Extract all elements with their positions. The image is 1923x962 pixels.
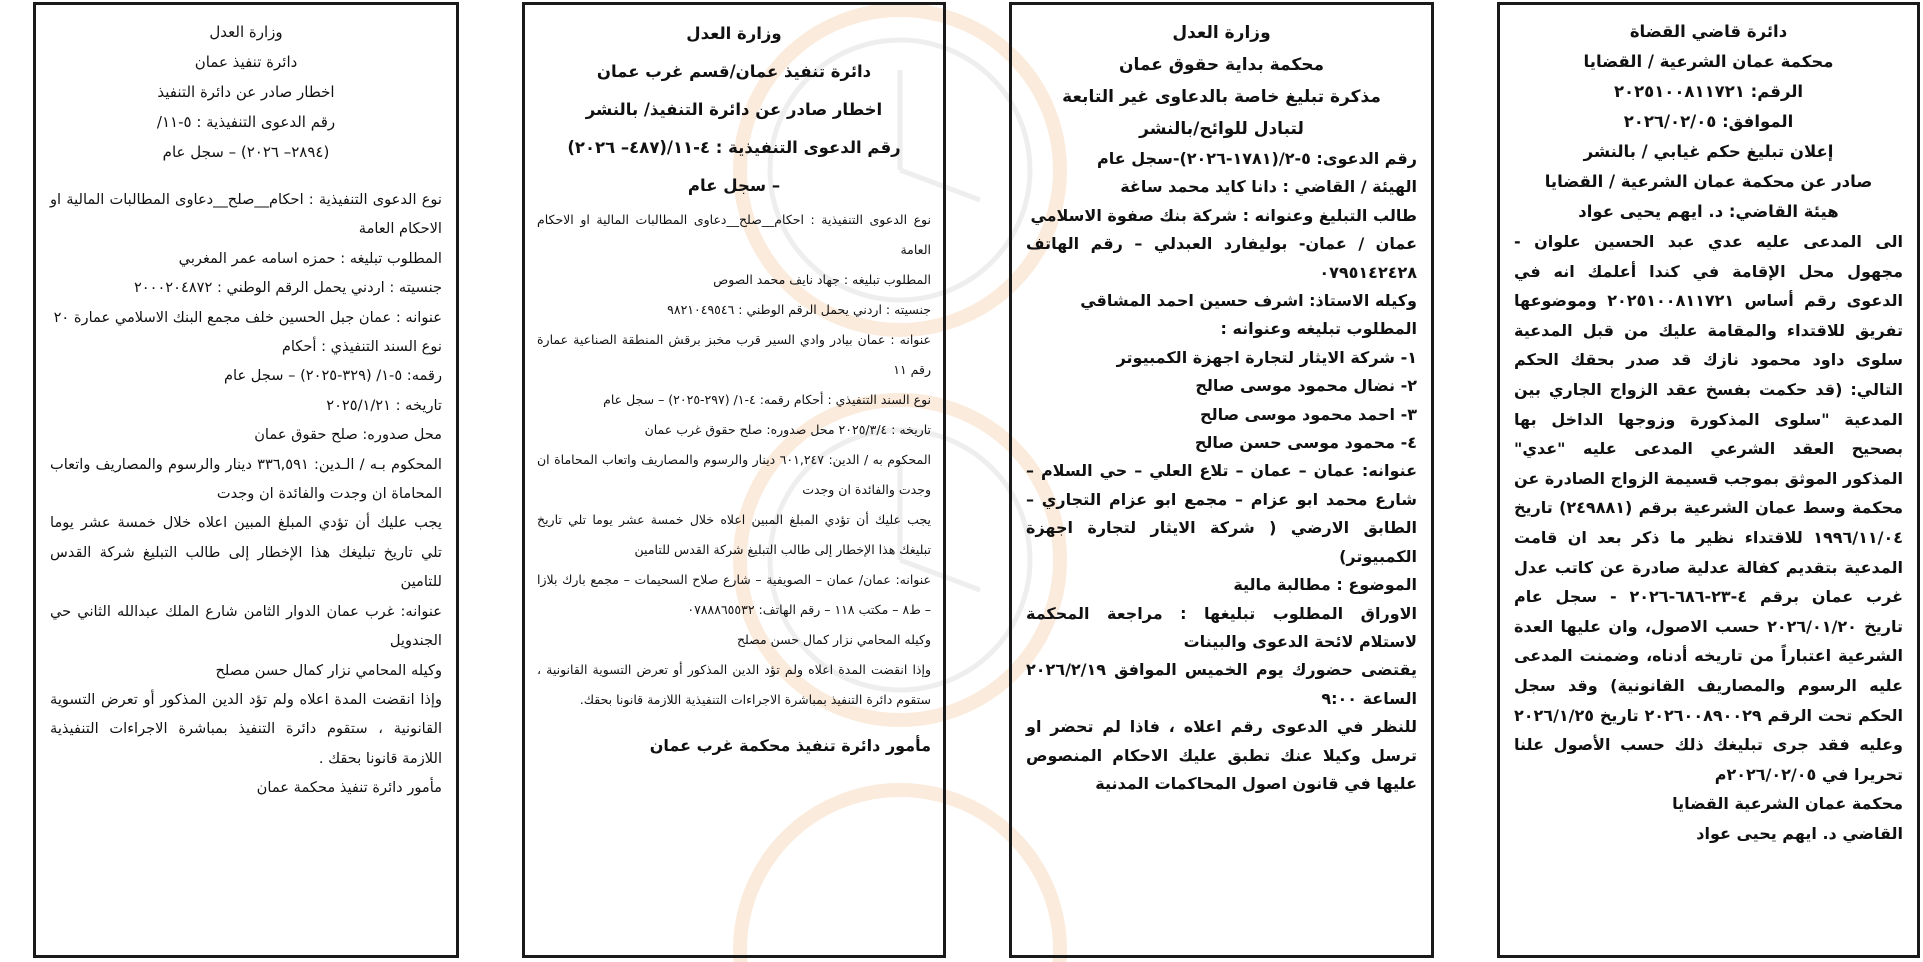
- notice-footer-line: محكمة عمان الشرعية القضايا: [1672, 794, 1903, 814]
- notice-line: جنسيته : اردني يحمل الرقم الوطني : ٢٠٠٠٢٠٤٨٧٢: [133, 279, 442, 297]
- notice-header-line: محكمة عمان الشرعية / القضايا: [1583, 52, 1834, 71]
- notice-line: المطلوب تبليغه : جهاد نايف محمد الصوص: [713, 272, 931, 287]
- notice-amman-execution: [33, 2, 459, 958]
- notice-line: ٤- محمود موسى حسن صالح: [1194, 433, 1417, 453]
- notice-header-line: الموافق: ٢٠٢٦/٠٢/٠٥: [1623, 112, 1794, 131]
- notice-line: وكيله المحامي نزار كمال حسن مصلح: [736, 632, 931, 647]
- notice-line: ٢- نضال محمود موسى صالح: [1195, 376, 1417, 396]
- notice-header-line: (٢٨٩٤– ٢٠٢٦) – سجل عام: [162, 143, 330, 161]
- notice-header-line: – سجل عام: [687, 176, 781, 195]
- notice-line: المطلوب تبليغه : حمزه اسامه عمر المغربي: [178, 249, 442, 267]
- notice-header-line: الرقم: ٢٠٢٥١٠٠٨١١٧٢١: [1613, 82, 1804, 101]
- notice-line: نوع السند التنفيذي : أحكام: [281, 338, 442, 356]
- notice-line: يجب عليك أن تؤدي المبلغ المبين اعلاه خلال خمسة عشر يوما تلي تاريخ تبليغك هذا الإخطار إلى طالب التبليغ شركة القدس للتامين: [537, 512, 931, 557]
- notice-line: طالب التبليغ وعنوانه : شركة بنك صفوة الاسلامي: [1030, 205, 1417, 225]
- notice-line: ١- شركة الايثار لتجارة اجهزة الكمبيوتر: [1116, 347, 1417, 367]
- notice-line: عنوانه: غرب عمان الدوار الثامن شارع الملك عبدالله الثاني حي الجندويل: [50, 602, 442, 650]
- notice-line: رقمه: ٥-١/ (٣٢٩-٢٠٢٥) – سجل عام: [223, 367, 442, 385]
- notice-line: عنوانه : عمان بيادر وادي السير قرب مخبز برقش المنطقة الصناعية عمارة رقم ١١: [537, 332, 931, 377]
- notice-sharia-court-judgment: [1497, 2, 1920, 958]
- notice-header-line: دائرة قاضي القضاة: [1629, 22, 1788, 41]
- notice-footer-line: القاضي د. ايهم يحيى عواد: [1696, 823, 1903, 843]
- notice-line: عنوانه: عمان – عمان – تلاع العلي – حي السلام – شارع محمد ابو عزام – مجمع ابو عزام التجاري – الطابق الارضي ( شركة الايثار لتجارة اجهزة الكمبيوتر): [1026, 461, 1417, 566]
- notice-header-line: مذكرة تبليغ خاصة بالدعاوى غير التابعة: [1062, 87, 1381, 107]
- notice-court-title: محكمة بداية حقوق عمان: [1118, 55, 1325, 75]
- notice-header-line: صادر عن محكمة عمان الشرعية / القضايا: [1544, 172, 1873, 191]
- notice-ministry-title: وزارة العدل: [686, 24, 782, 43]
- notice-line: وكيله المحامي نزار كمال حسن مصلح: [215, 661, 442, 679]
- notice-line: يقتضى حضورك يوم الخميس الموافق ٢٠٢٦/٢/١٩ الساعة ٩:٠٠: [1026, 660, 1417, 708]
- notice-line: يجب عليك أن تؤدي المبلغ المبين اعلاه خلال خمسة عشر يوما تلي تاريخ تبليغك هذا الإخطار إلى طالب التبليغ شركة القدس للتامين: [50, 514, 442, 591]
- notice-line: تاريخه : ٢٠٢٥/١/٢١: [326, 396, 442, 414]
- notice-line: ٣- احمد محمود موسى صالح: [1200, 404, 1417, 424]
- notice-header-line: إعلان تبليغ حكم غيابي / بالنشر: [1583, 142, 1834, 161]
- notice-line: الاوراق المطلوب تبليغها : مراجعة المحكمة لاستلام لائحة الدعوى والبينات: [1026, 603, 1417, 651]
- notice-line: جنسيته : اردني يحمل الرقم الوطني : ٩٨٢١٠٤٩٥٤٦: [667, 302, 931, 317]
- notice-line: الهيئة / القاضي : دانا كايد محمد ساغة: [1120, 177, 1417, 197]
- notice-line: نوع السند التنفيذي : أحكام رقمه: ٤-١/ (٢٩٧-٢٠٢٥) – سجل عام: [603, 392, 931, 407]
- notice-ministry-title: وزارة العدل: [1172, 23, 1271, 43]
- notice-header-line: اخطار صادر عن دائرة التنفيذ/ بالنشر: [585, 100, 883, 119]
- notice-header-line: وزارة العدل: [209, 23, 283, 41]
- notice-line: الموضوع : مطالبة مالية: [1233, 575, 1417, 595]
- notice-line: عنوانه: عمان/ عمان – الصويفية – شارع صلاح السحيمات – مجمع بارك بلازا – ط٨ – مكتب ١١٨ – رقم الهاتف: ٠٧٨٨٨٦٥٥٣٢: [537, 572, 931, 617]
- notice-body-text: الى المدعى عليه عدي عبد الحسين علوان - مجهول محل الإقامة في كندا أعلمك انه في الدعوى رقم أساس ٢٠٢٥١٠٠٨١١٧٢١ وموضوعها تفريق للاقتداء والمقامة عليك من قبل المدعية سلوى داود محمود نازك قد صدر بحقك الحكم التالي: (قد حكمت بفسخ عقد الزواج الجاري بين المدعية "سلوى المذكورة وزوجها الداخل بها بصحيح العقد الشرعي المدعى عليه "عدي" المذكور الموثق بموجب قسيمة الزواج الصادرة عن محكمة وسط عمان الشرعية برقم (٢٤٩٨٨١) تاريخ ١٩٩٦/١١/٠٤ للاقتداء نظير ما ذكر بعد ان قامت المدعية بتقديم كفالة عدلية صادرة عن كاتب عدل غرب عمان برقم ٤-٢٣-٦٨٦-٢٠٢٦ - سجل عام تاريخ ٢٠٢٦/٠١/٢٠ حسب الاصول، وان عليها العدة الشرعية اعتباراً من تاريخه أدناه، وضمنت المدعى عليه الرسوم والمصاريف القانونية) وقد سجل الحكم تحت الرقم ٢٠٢٦٠٠٨٩٠٠٢٩ تاريخ ٢٠٢٦/١/٢٥ وعليه فقد جرى تبليغك ذلك حسب الأصول علنا تحريرا في ٢٠٢٦/٠٢/٠٥م: [1514, 232, 1904, 784]
- notice-line: عمان / عمان- بوليفارد العبدلي – رقم الهاتف ٠٧٩٥١٤٢٤٢٨: [1026, 234, 1417, 282]
- notice-line: محل صدوره: صلح حقوق عمان: [254, 426, 442, 444]
- notice-header-line: لتبادل للوائح/بالنشر: [1139, 119, 1304, 139]
- notice-line: المحكوم به / الدين: ٦٠١,٢٤٧ دينار والرسوم والمصاريف واتعاب المحاماة ان وجدت والفائدة ان وجدت: [537, 452, 931, 497]
- notice-west-amman-execution: [522, 2, 946, 958]
- notice-line: وكيله الاستاذ: اشرف حسين احمد المشاقي: [1080, 291, 1417, 311]
- notice-header-line: اخطار صادر عن دائرة التنفيذ: [157, 83, 335, 101]
- notice-line: المطلوب تبليغه وعنوانه :: [1220, 319, 1417, 339]
- notice-line: وإذا انقضت المدة اعلاه ولم تؤد الدين المذكور أو تعرض التسوية القانونية ، ستقوم دائرة التنفيذ بمباشرة الاجراءات التنفيذية اللازمة قانونا بحقك.: [537, 662, 931, 707]
- notice-line: للنظر في الدعوى رقم اعلاه ، فاذا لم تحضر او ترسل وكيلا عنك تطبق عليك الاحكام المنصوص عليها في قانون اصول المحاكمات المدنية: [1026, 717, 1417, 793]
- notice-line: عنوانه : عمان جبل الحسين خلف مجمع البنك الاسلامي عمارة ٢٠: [53, 308, 442, 326]
- notice-signature: مأمور دائرة تنفيذ محكمة عمان: [256, 779, 442, 797]
- notice-header-line: هيئة القاضي: د. ايهم يحيى عواد: [1578, 202, 1839, 221]
- notice-line: نوع الدعوى التنفيذية : احكام__صلح__دعاوى المطالبات المالية او الاحكام العامة: [50, 191, 442, 238]
- notice-header-line: دائرة تنفيذ عمان: [194, 53, 298, 71]
- notice-line: نوع الدعوى التنفيذية : احكام__صلح__دعاوى المطالبات المالية او الاحكام العامة: [537, 212, 931, 257]
- notice-header-line: رقم الدعوى التنفيذية : ٤-١١/(٤٨٧– ٢٠٢٦): [567, 138, 901, 157]
- notice-line: رقم الدعوى: ٥-٢/(١٧٨١-٢٠٢٦)-سجل عام: [1097, 149, 1417, 168]
- notice-first-instance-court: [1009, 2, 1434, 958]
- notice-department-title: دائرة تنفيذ عمان/قسم غرب عمان: [596, 62, 872, 81]
- notice-signature: مأمور دائرة تنفيذ محكمة غرب عمان: [649, 736, 931, 755]
- notice-line: وإذا انقضت المدة اعلاه ولم تؤد الدين المذكور أو تعرض التسوية القانونية ، ستقوم دائرة التنفيذ بمباشرة الاجراءات التنفيذية اللازمة قانونا بحقك .: [50, 690, 442, 767]
- notice-line: المحكوم بـه / الـدين: ٣٣٦,٥٩١ دينار والرسوم والمصاريف واتعاب المحاماة ان وجدت والفائدة ان وجدت: [50, 455, 442, 503]
- notice-header-line: رقم الدعوى التنفيذية : ٥-١١/: [156, 113, 336, 131]
- notice-line: تاريخه : ٢٠٢٥/٣/٤ محل صدوره: صلح حقوق غرب عمان: [644, 422, 931, 437]
